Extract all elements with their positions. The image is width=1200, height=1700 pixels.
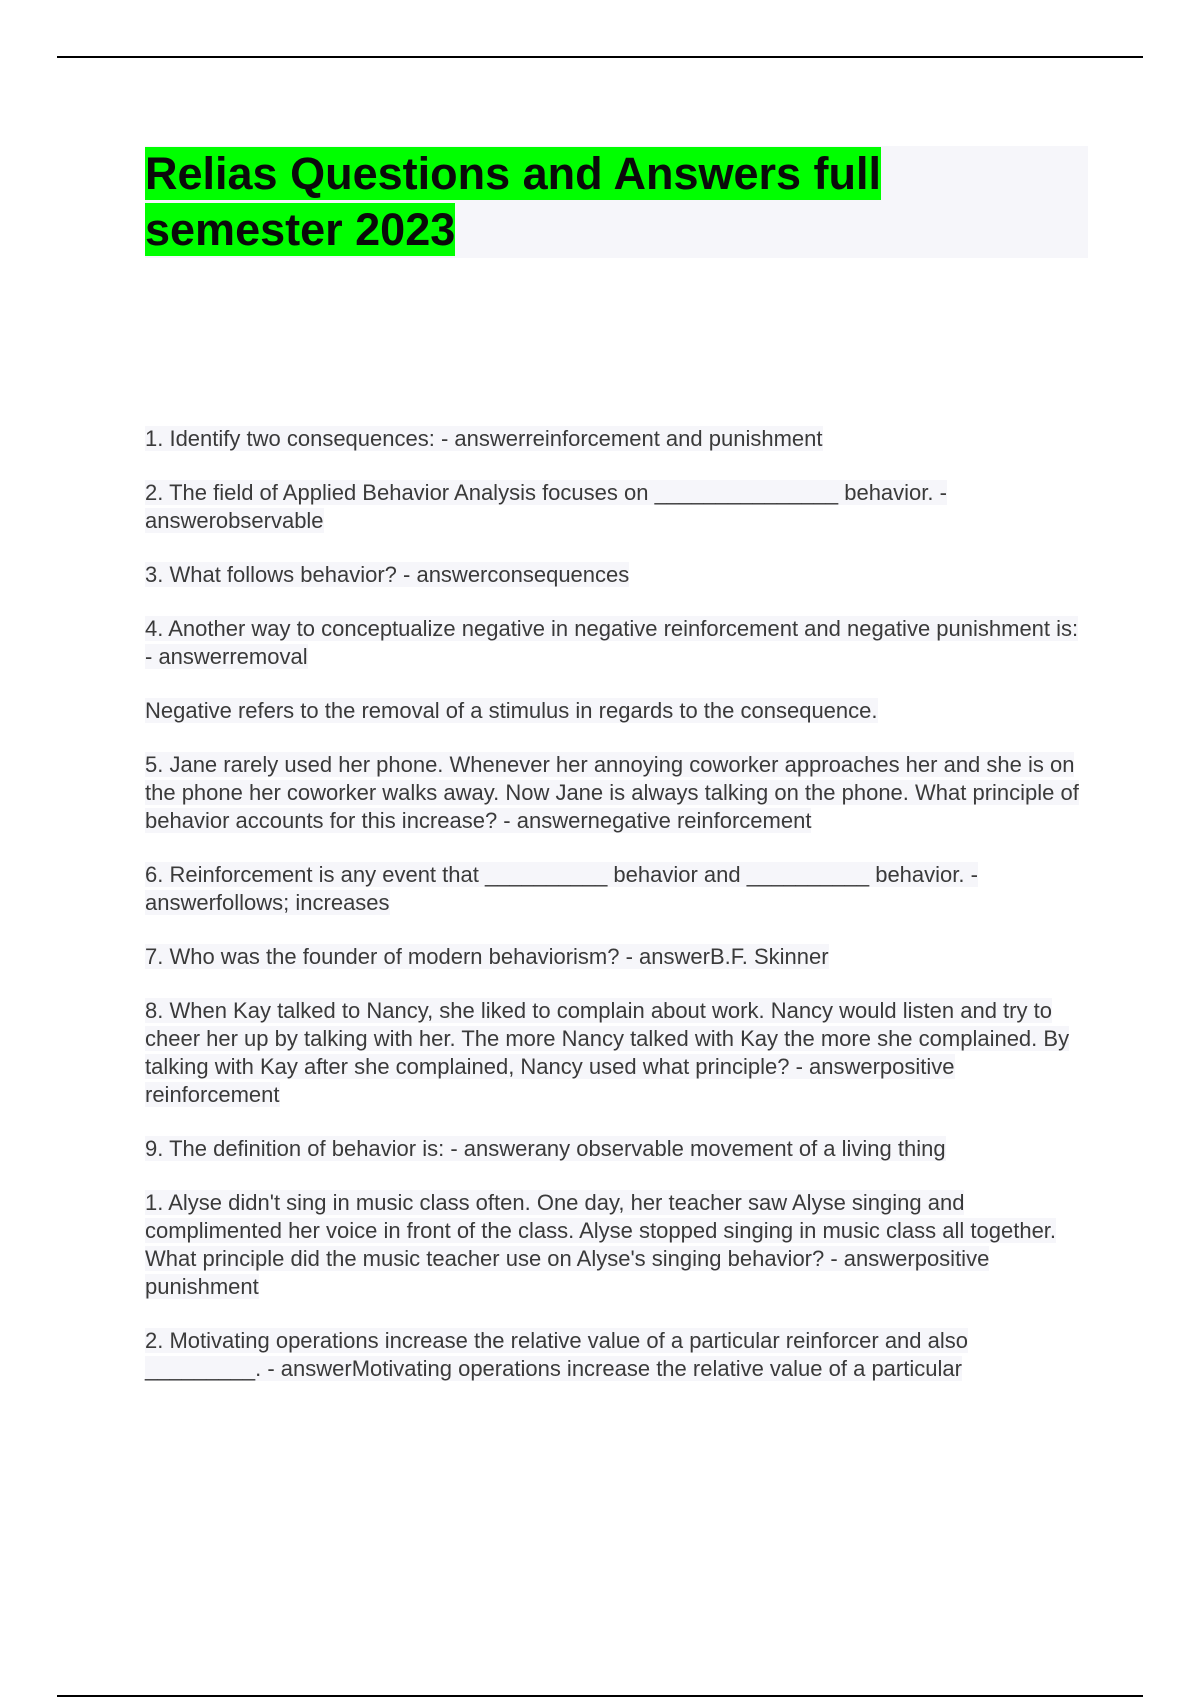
paragraph	[145, 1189, 1090, 1301]
paragraph-text: 2. The field of Applied Behavior Analysis focuses on _______________ behavior. - answerobservable	[145, 480, 947, 533]
top-rule	[57, 56, 1143, 58]
paragraph	[145, 943, 1090, 971]
bottom-rule	[57, 1695, 1143, 1697]
paragraph	[145, 697, 1090, 725]
document-body	[145, 425, 1090, 1409]
paragraph	[145, 997, 1090, 1109]
paragraph-text: 9. The definition of behavior is: - answerany observable movement of a living thing	[145, 1136, 946, 1161]
paragraph	[145, 479, 1090, 535]
paragraph	[145, 1135, 1090, 1163]
paragraph-text: 4. Another way to conceptualize negative in negative reinforcement and negative punishment is: - answerremoval	[145, 616, 1079, 669]
paragraph-text: 6. Reinforcement is any event that __________ behavior and __________ behavior. - answerfollows; increases	[145, 862, 978, 915]
paragraph	[145, 615, 1090, 671]
paragraph-text: 2. Motivating operations increase the relative value of a particular reinforcer and also _________. - answerMotivating operations increase the relative value of a particular	[145, 1328, 969, 1381]
paragraph-text: 3. What follows behavior? - answerconsequences	[145, 562, 630, 587]
paragraph	[145, 861, 1090, 917]
paragraph	[145, 1327, 1090, 1383]
document-title-text: Relias Questions and Answers full semester 2023	[145, 148, 882, 255]
paragraph-text: Negative refers to the removal of a stimulus in regards to the consequence.	[145, 698, 878, 723]
paragraph-text: 7. Who was the founder of modern behaviorism? - answerB.F. Skinner	[145, 944, 829, 969]
document-title	[145, 146, 945, 258]
paragraph	[145, 425, 1090, 453]
paragraph	[145, 561, 1090, 589]
paragraph-text: 8. When Kay talked to Nancy, she liked to complain about work. Nancy would listen and try to cheer her up by talking with her. The more Nancy talked with Kay the more she complained. By talking with Kay after she complained, Nancy used what principle? - answerpositive reinforcement	[145, 998, 1070, 1107]
paragraph-text: 1. Identify two consequences: - answerreinforcement and punishment	[145, 426, 823, 451]
paragraph	[145, 751, 1090, 835]
paragraph-text: 1. Alyse didn't sing in music class often. One day, her teacher saw Alyse singing and complimented her voice in front of the class. Alyse stopped singing in music class all together. What principle did the music teacher use on Alyse's singing behavior? - answerpositive punishment	[145, 1190, 1057, 1299]
paragraph-text: 5. Jane rarely used her phone. Whenever her annoying coworker approaches her and she is on the phone her coworker walks away. Now Jane is always talking on the phone. What principle of behavior accounts for this increase? - answernegative reinforcement	[145, 752, 1079, 833]
